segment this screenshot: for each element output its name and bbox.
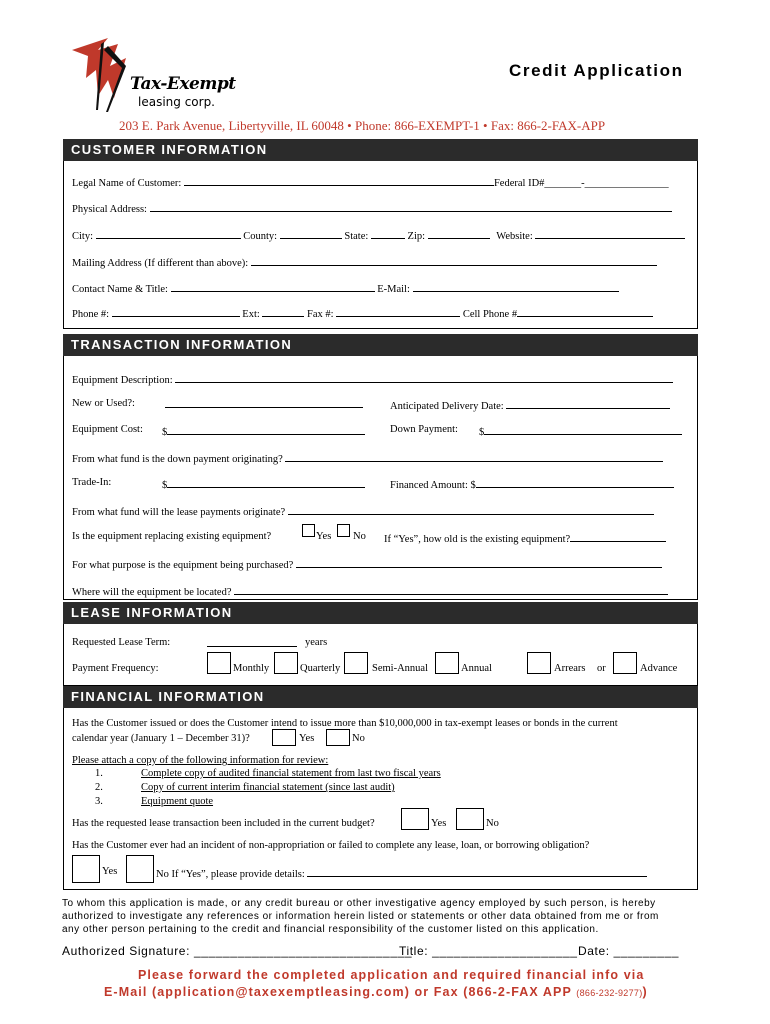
lease-section-box bbox=[63, 624, 698, 686]
payment-frequency-label: Payment Frequency: bbox=[72, 663, 159, 674]
location-label: Where will the equipment be located? bbox=[72, 587, 232, 598]
tax-exempt-yes-checkbox[interactable] bbox=[272, 729, 296, 746]
down-payment-field[interactable] bbox=[484, 424, 682, 435]
lease-fund-row bbox=[72, 504, 654, 518]
details-label: No If “Yes”, please provide details: bbox=[156, 869, 305, 880]
how-old-label: If “Yes”, how old is the existing equipment? bbox=[384, 534, 571, 545]
budget-question: Has the requested lease transaction been included in the current budget? bbox=[72, 818, 375, 829]
replacing-yes-label: Yes bbox=[316, 531, 332, 542]
down-fund-row bbox=[72, 451, 663, 465]
date-field[interactable]: Date: _________ bbox=[578, 944, 680, 958]
new-or-used-label: New or Used?: bbox=[72, 398, 135, 409]
arrears-label: Arrears bbox=[554, 663, 586, 674]
cell-phone-label: Cell Phone # bbox=[462, 309, 518, 320]
trade-in-field[interactable] bbox=[167, 477, 365, 488]
location-row bbox=[72, 584, 668, 598]
trade-in-label: Trade-In: bbox=[72, 477, 112, 488]
tax-exempt-no-checkbox[interactable] bbox=[326, 729, 350, 746]
legal-name-field[interactable] bbox=[184, 175, 494, 186]
down-fund-field[interactable] bbox=[285, 451, 663, 462]
fax-field[interactable] bbox=[336, 306, 460, 317]
financed-amount-field[interactable] bbox=[476, 477, 674, 488]
address-line: 203 E. Park Avenue, Libertyville, IL 60048 • Phone: 866-EXEMPT-1 • Fax: 866-2-FAX-APP bbox=[119, 118, 606, 133]
state-field[interactable] bbox=[371, 228, 405, 239]
ext-label: Ext: bbox=[242, 309, 260, 320]
equipment-cost-row bbox=[162, 424, 365, 438]
tax-exempt-question-line1: Has the Customer issued or does the Customer intend to issue more than $10,000,000 in tax-exempt leases or bonds in the current bbox=[72, 718, 618, 729]
phone-row bbox=[72, 306, 653, 320]
equipment-cost-field[interactable] bbox=[167, 424, 365, 435]
authorized-signature-field[interactable]: Authorized Signature: ______________________________ bbox=[62, 944, 413, 958]
or-label: or bbox=[597, 663, 606, 674]
city-field[interactable] bbox=[96, 228, 241, 239]
contact-field[interactable] bbox=[171, 281, 375, 292]
authorization-text-line1: To whom this application is made, or any credit bureau or other investigative agency employed by such person, is hereby bbox=[62, 898, 656, 909]
fax-label: Fax #: bbox=[307, 309, 334, 320]
physical-address-row bbox=[72, 201, 672, 215]
dollar-sign: $ bbox=[162, 480, 168, 491]
physical-address-label: Physical Address: bbox=[72, 204, 147, 215]
footer-instructions-line2 bbox=[104, 985, 648, 999]
annual-label: Annual bbox=[461, 663, 492, 674]
mailing-row bbox=[72, 255, 657, 269]
logo-subtitle: leasing corp. bbox=[138, 95, 215, 109]
dollar-sign: $ bbox=[470, 480, 476, 491]
years-label: years bbox=[305, 637, 328, 648]
non-appropriation-yes-label: Yes bbox=[102, 866, 118, 877]
equipment-cost-label: Equipment Cost: bbox=[72, 424, 143, 435]
semi-annual-checkbox[interactable] bbox=[344, 652, 368, 674]
state-label: State: bbox=[344, 231, 369, 242]
page-title: Credit Application bbox=[509, 61, 684, 80]
advance-label: Advance bbox=[640, 663, 678, 674]
down-fund-label: From what fund is the down payment originating? bbox=[72, 454, 283, 465]
equipment-description-row bbox=[72, 372, 673, 386]
section-header-transaction: TRANSACTION INFORMATION bbox=[63, 334, 698, 356]
replacing-no-checkbox[interactable] bbox=[337, 524, 350, 537]
budget-yes-label: Yes bbox=[431, 818, 447, 829]
advance-checkbox[interactable] bbox=[613, 652, 637, 674]
equipment-description-label: Equipment Description: bbox=[72, 375, 173, 386]
equipment-description-field[interactable] bbox=[175, 372, 673, 383]
footer-close-paren: ) bbox=[642, 985, 648, 999]
ext-field[interactable] bbox=[262, 306, 304, 317]
non-appropriation-yes-checkbox[interactable] bbox=[72, 855, 100, 883]
trade-in-row bbox=[162, 477, 365, 491]
logo-company-name: Tax-Exempt bbox=[130, 74, 236, 94]
quarterly-label: Quarterly bbox=[300, 663, 341, 674]
authorization-text-line3: any other person pertaining to the credit and financial responsibility of the customer listed on this application. bbox=[62, 924, 599, 935]
replacing-yes-checkbox[interactable] bbox=[302, 524, 315, 537]
attach-item-number: 3. bbox=[95, 796, 103, 807]
quarterly-checkbox[interactable] bbox=[274, 652, 298, 674]
annual-checkbox[interactable] bbox=[435, 652, 459, 674]
title-field[interactable]: Title: ____________________ bbox=[399, 944, 578, 958]
delivery-date-row bbox=[390, 398, 670, 412]
tax-exempt-question-line2: calendar year (January 1 – December 31)? bbox=[72, 733, 250, 744]
lease-fund-field[interactable] bbox=[288, 504, 654, 515]
legal-name-row bbox=[72, 175, 669, 189]
lease-term-label: Requested Lease Term: bbox=[72, 637, 171, 648]
replacing-label: Is the equipment replacing existing equipment? bbox=[72, 531, 272, 542]
down-payment-label: Down Payment: bbox=[390, 424, 458, 435]
monthly-checkbox[interactable] bbox=[207, 652, 231, 674]
tax-exempt-yes-label: Yes bbox=[299, 733, 315, 744]
how-old-row bbox=[384, 531, 666, 545]
county-label: County: bbox=[243, 231, 278, 242]
zip-label: Zip: bbox=[407, 231, 426, 242]
attach-item-equipment-quote: Equipment quote bbox=[141, 796, 214, 807]
non-appropriation-question: Has the Customer ever had an incident of non-appropriation or failed to complete any lease, loan, or borrowing obligation? bbox=[72, 840, 590, 851]
budget-no-checkbox[interactable] bbox=[456, 808, 484, 830]
purpose-row bbox=[72, 557, 662, 571]
phone-field[interactable] bbox=[112, 306, 240, 317]
city-row bbox=[72, 228, 685, 242]
monthly-label: Monthly bbox=[233, 663, 270, 674]
budget-no-label: No bbox=[486, 818, 499, 829]
new-or-used-field[interactable] bbox=[165, 397, 363, 408]
attach-instructions: Please attach a copy of the following information for review: bbox=[72, 755, 329, 766]
non-appropriation-details-row bbox=[156, 866, 647, 880]
section-header-customer: CUSTOMER INFORMATION bbox=[63, 139, 698, 161]
details-field[interactable] bbox=[307, 866, 647, 877]
county-field[interactable] bbox=[280, 228, 342, 239]
authorization-text-line2: authorized to investigate any references or information herein listed or statements or other data obtained from me or from bbox=[62, 911, 659, 922]
attach-item-audited-statement: Complete copy of audited financial statement from last two fiscal years bbox=[141, 768, 441, 779]
attach-item-number: 2. bbox=[95, 782, 103, 793]
mailing-address-label: Mailing Address (If different than above): bbox=[72, 258, 249, 269]
dollar-sign: $ bbox=[479, 427, 485, 438]
location-field[interactable] bbox=[234, 584, 668, 595]
email-field[interactable] bbox=[413, 281, 619, 292]
contact-label: Contact Name & Title: bbox=[72, 284, 168, 295]
mailing-address-field[interactable] bbox=[251, 255, 657, 266]
financed-amount-label: Financed Amount: bbox=[390, 480, 468, 491]
attach-item-number: 1. bbox=[95, 768, 103, 779]
city-label: City: bbox=[72, 231, 94, 242]
section-header-lease: LEASE INFORMATION bbox=[63, 602, 698, 624]
federal-id-label: Federal ID#_______-________________ bbox=[493, 178, 669, 189]
footer-phone-number: (866-232-9277) bbox=[576, 988, 643, 998]
phone-label: Phone #: bbox=[72, 309, 110, 320]
website-label: Website: bbox=[496, 231, 533, 242]
footer-contact-text: E-Mail (application@taxexemptleasing.com) or Fax (866-2-FAX APP bbox=[104, 985, 577, 999]
semi-annual-label: Semi-Annual bbox=[372, 663, 428, 674]
delivery-date-field[interactable] bbox=[506, 398, 670, 409]
contact-row bbox=[72, 281, 619, 295]
replacing-no-label: No bbox=[353, 531, 366, 542]
physical-address-field[interactable] bbox=[150, 201, 672, 212]
purpose-field[interactable] bbox=[296, 557, 662, 568]
arrears-checkbox[interactable] bbox=[527, 652, 551, 674]
cell-phone-field[interactable] bbox=[517, 306, 653, 317]
legal-name-label: Legal Name of Customer: bbox=[72, 178, 182, 189]
website-field[interactable] bbox=[535, 228, 685, 239]
lease-fund-label: From what fund will the lease payments originate? bbox=[72, 507, 286, 518]
section-header-financial: FINANCIAL INFORMATION bbox=[63, 686, 698, 708]
how-old-field[interactable] bbox=[570, 531, 666, 542]
delivery-date-label: Anticipated Delivery Date: bbox=[390, 401, 504, 412]
budget-yes-checkbox[interactable] bbox=[401, 808, 429, 830]
zip-field[interactable] bbox=[428, 228, 490, 239]
non-appropriation-no-checkbox[interactable] bbox=[126, 855, 154, 883]
tax-exempt-no-label: No bbox=[352, 733, 365, 744]
email-label: E-Mail: bbox=[377, 284, 410, 295]
dollar-sign: $ bbox=[162, 427, 168, 438]
attach-item-interim-statement: Copy of current interim financial statement (since last audit) bbox=[141, 782, 395, 793]
financed-amount-row bbox=[390, 477, 674, 491]
purpose-label: For what purpose is the equipment being purchased? bbox=[72, 560, 294, 571]
lease-term-field[interactable] bbox=[207, 636, 297, 647]
footer-instructions-line1: Please forward the completed application and required financial info via bbox=[138, 968, 645, 982]
down-payment-row bbox=[479, 424, 682, 438]
